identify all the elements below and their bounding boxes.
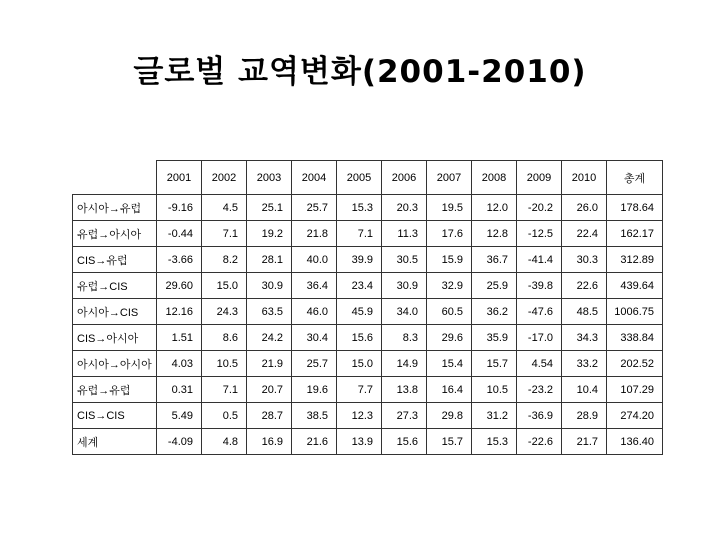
row-label: 아시아→유럽 bbox=[73, 195, 157, 221]
value-cell: 8.6 bbox=[202, 325, 247, 351]
value-cell: 7.1 bbox=[202, 221, 247, 247]
value-cell: 39.9 bbox=[337, 247, 382, 273]
row-label: CIS→유럽 bbox=[73, 247, 157, 273]
column-header-year: 2004 bbox=[292, 161, 337, 195]
value-cell: 48.5 bbox=[562, 299, 607, 325]
column-header-year: 2007 bbox=[427, 161, 472, 195]
value-cell: 22.4 bbox=[562, 221, 607, 247]
value-cell: 7.1 bbox=[337, 221, 382, 247]
value-cell: 4.5 bbox=[202, 195, 247, 221]
total-cell: 107.29 bbox=[607, 377, 663, 403]
value-cell: 22.6 bbox=[562, 273, 607, 299]
value-cell: 15.0 bbox=[337, 351, 382, 377]
value-cell: 20.7 bbox=[247, 377, 292, 403]
value-cell: -39.8 bbox=[517, 273, 562, 299]
column-header-year: 2003 bbox=[247, 161, 292, 195]
row-label: 아시아→아시아 bbox=[73, 351, 157, 377]
value-cell: 19.5 bbox=[427, 195, 472, 221]
column-header-year: 2010 bbox=[562, 161, 607, 195]
table-row bbox=[73, 299, 663, 325]
row-label: 유럽→아시아 bbox=[73, 221, 157, 247]
value-cell: 30.4 bbox=[292, 325, 337, 351]
value-cell: 25.7 bbox=[292, 351, 337, 377]
value-cell: 36.2 bbox=[472, 299, 517, 325]
value-cell: -3.66 bbox=[157, 247, 202, 273]
value-cell: 34.0 bbox=[382, 299, 427, 325]
value-cell: 30.5 bbox=[382, 247, 427, 273]
value-cell: 20.3 bbox=[382, 195, 427, 221]
value-cell: 45.9 bbox=[337, 299, 382, 325]
row-label: 아시아→CIS bbox=[73, 299, 157, 325]
value-cell: 31.2 bbox=[472, 403, 517, 429]
value-cell: 15.3 bbox=[472, 429, 517, 455]
total-cell: 202.52 bbox=[607, 351, 663, 377]
value-cell: 12.8 bbox=[472, 221, 517, 247]
value-cell: 28.1 bbox=[247, 247, 292, 273]
value-cell: 25.9 bbox=[472, 273, 517, 299]
total-cell: 162.17 bbox=[607, 221, 663, 247]
value-cell: 24.3 bbox=[202, 299, 247, 325]
value-cell: 15.6 bbox=[382, 429, 427, 455]
value-cell: 8.2 bbox=[202, 247, 247, 273]
total-cell: 274.20 bbox=[607, 403, 663, 429]
value-cell: 15.4 bbox=[427, 351, 472, 377]
value-cell: 36.4 bbox=[292, 273, 337, 299]
value-cell: -0.44 bbox=[157, 221, 202, 247]
value-cell: -47.6 bbox=[517, 299, 562, 325]
value-cell: 29.6 bbox=[427, 325, 472, 351]
total-cell: 439.64 bbox=[607, 273, 663, 299]
column-header-year: 2006 bbox=[382, 161, 427, 195]
value-cell: 0.5 bbox=[202, 403, 247, 429]
value-cell: 19.2 bbox=[247, 221, 292, 247]
table-row bbox=[73, 247, 663, 273]
table-row bbox=[73, 377, 663, 403]
trade-change-table bbox=[72, 160, 663, 455]
value-cell: 15.9 bbox=[427, 247, 472, 273]
total-cell: 312.89 bbox=[607, 247, 663, 273]
column-header-year: 2001 bbox=[157, 161, 202, 195]
value-cell: 25.1 bbox=[247, 195, 292, 221]
value-cell: 11.3 bbox=[382, 221, 427, 247]
value-cell: 15.7 bbox=[427, 429, 472, 455]
value-cell: 35.9 bbox=[472, 325, 517, 351]
value-cell: 12.3 bbox=[337, 403, 382, 429]
column-header-year: 2002 bbox=[202, 161, 247, 195]
value-cell: 4.03 bbox=[157, 351, 202, 377]
table-body bbox=[73, 195, 663, 455]
page-title: 글로벌 교역변화(2001-2010) bbox=[133, 54, 587, 90]
value-cell: 12.0 bbox=[472, 195, 517, 221]
value-cell: 15.6 bbox=[337, 325, 382, 351]
value-cell: 36.7 bbox=[472, 247, 517, 273]
value-cell: 46.0 bbox=[292, 299, 337, 325]
value-cell: 14.9 bbox=[382, 351, 427, 377]
row-label: 세계 bbox=[73, 429, 157, 455]
value-cell: 40.0 bbox=[292, 247, 337, 273]
value-cell: 21.7 bbox=[562, 429, 607, 455]
table-row bbox=[73, 195, 663, 221]
value-cell: 16.9 bbox=[247, 429, 292, 455]
value-cell: 15.7 bbox=[472, 351, 517, 377]
value-cell: -17.0 bbox=[517, 325, 562, 351]
value-cell: 33.2 bbox=[562, 351, 607, 377]
value-cell: 29.8 bbox=[427, 403, 472, 429]
row-label: 유럽→CIS bbox=[73, 273, 157, 299]
column-header-year: 2009 bbox=[517, 161, 562, 195]
value-cell: 34.3 bbox=[562, 325, 607, 351]
value-cell: -4.09 bbox=[157, 429, 202, 455]
column-header-total: 총계 bbox=[607, 161, 663, 195]
table-row bbox=[73, 351, 663, 377]
value-cell: 28.7 bbox=[247, 403, 292, 429]
total-cell: 1006.75 bbox=[607, 299, 663, 325]
value-cell: 60.5 bbox=[427, 299, 472, 325]
row-label: CIS→아시아 bbox=[73, 325, 157, 351]
total-cell: 178.64 bbox=[607, 195, 663, 221]
table-row bbox=[73, 273, 663, 299]
value-cell: 30.9 bbox=[382, 273, 427, 299]
value-cell: 4.54 bbox=[517, 351, 562, 377]
value-cell: 5.49 bbox=[157, 403, 202, 429]
value-cell: 19.6 bbox=[292, 377, 337, 403]
row-label: CIS→CIS bbox=[73, 403, 157, 429]
value-cell: 12.16 bbox=[157, 299, 202, 325]
table-row bbox=[73, 429, 663, 455]
total-cell: 338.84 bbox=[607, 325, 663, 351]
value-cell: 1.51 bbox=[157, 325, 202, 351]
corner-cell bbox=[73, 161, 157, 195]
value-cell: 32.9 bbox=[427, 273, 472, 299]
value-cell: 30.3 bbox=[562, 247, 607, 273]
value-cell: 16.4 bbox=[427, 377, 472, 403]
value-cell: 21.8 bbox=[292, 221, 337, 247]
value-cell: 0.31 bbox=[157, 377, 202, 403]
value-cell: 23.4 bbox=[337, 273, 382, 299]
table-row bbox=[73, 221, 663, 247]
value-cell: -20.2 bbox=[517, 195, 562, 221]
value-cell: 26.0 bbox=[562, 195, 607, 221]
value-cell: 10.5 bbox=[472, 377, 517, 403]
value-cell: 63.5 bbox=[247, 299, 292, 325]
value-cell: -12.5 bbox=[517, 221, 562, 247]
column-header-year: 2008 bbox=[472, 161, 517, 195]
value-cell: 28.9 bbox=[562, 403, 607, 429]
table-header-row bbox=[73, 161, 663, 195]
value-cell: 30.9 bbox=[247, 273, 292, 299]
value-cell: -23.2 bbox=[517, 377, 562, 403]
value-cell: 25.7 bbox=[292, 195, 337, 221]
value-cell: 17.6 bbox=[427, 221, 472, 247]
value-cell: 29.60 bbox=[157, 273, 202, 299]
value-cell: 4.8 bbox=[202, 429, 247, 455]
table-row bbox=[73, 325, 663, 351]
value-cell: 10.5 bbox=[202, 351, 247, 377]
value-cell: -22.6 bbox=[517, 429, 562, 455]
value-cell: 15.3 bbox=[337, 195, 382, 221]
total-cell: 136.40 bbox=[607, 429, 663, 455]
value-cell: 7.1 bbox=[202, 377, 247, 403]
value-cell: -36.9 bbox=[517, 403, 562, 429]
value-cell: 27.3 bbox=[382, 403, 427, 429]
value-cell: 7.7 bbox=[337, 377, 382, 403]
table-row bbox=[73, 403, 663, 429]
value-cell: 13.8 bbox=[382, 377, 427, 403]
value-cell: 10.4 bbox=[562, 377, 607, 403]
value-cell: 38.5 bbox=[292, 403, 337, 429]
value-cell: 13.9 bbox=[337, 429, 382, 455]
value-cell: 24.2 bbox=[247, 325, 292, 351]
value-cell: -41.4 bbox=[517, 247, 562, 273]
value-cell: -9.16 bbox=[157, 195, 202, 221]
value-cell: 21.9 bbox=[247, 351, 292, 377]
value-cell: 8.3 bbox=[382, 325, 427, 351]
value-cell: 15.0 bbox=[202, 273, 247, 299]
row-label: 유럽→유럽 bbox=[73, 377, 157, 403]
column-header-year: 2005 bbox=[337, 161, 382, 195]
value-cell: 21.6 bbox=[292, 429, 337, 455]
